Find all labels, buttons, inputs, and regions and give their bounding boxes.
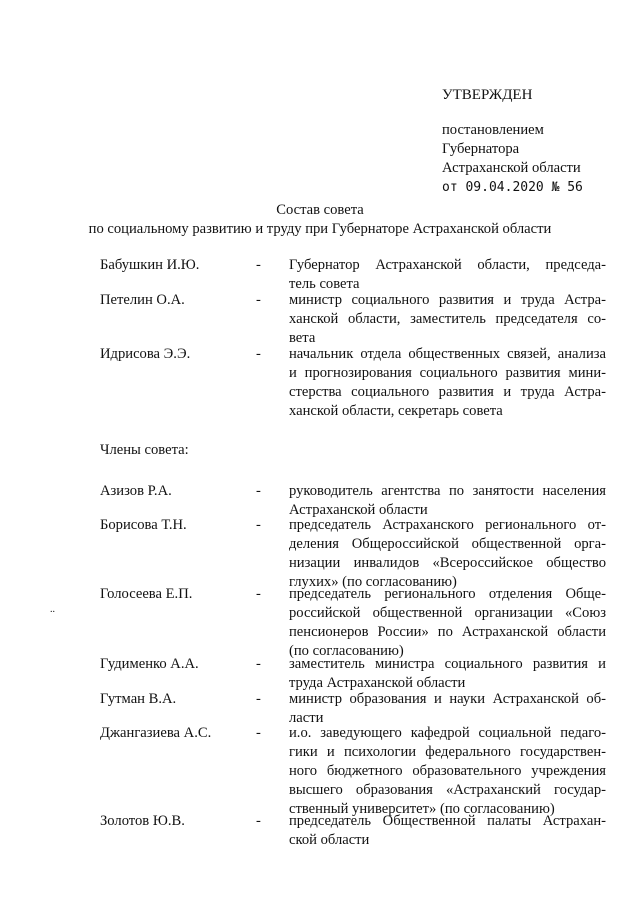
- role-line: и прогнозирования социального развития мини-: [289, 365, 606, 381]
- role-line: глухих» (по согласованию): [289, 574, 457, 590]
- dash-separator: -: [256, 725, 261, 741]
- role-line: труда Астраханской области: [289, 675, 466, 691]
- role-line: ного бюджетного образовательного учреждения: [289, 763, 606, 779]
- role-line: ханской области, заместитель председателя со-: [289, 311, 606, 327]
- role-line: стерства социального развития и труда Астра-: [289, 384, 606, 400]
- role-line: заместитель министра социального развития и: [289, 656, 606, 672]
- person-role: [289, 690, 606, 728]
- approval-block: [442, 86, 632, 197]
- person-entry: [100, 345, 606, 421]
- role-line: (по согласованию): [289, 643, 404, 659]
- role-line: ской области: [289, 832, 370, 848]
- members-label: Члены совета:: [100, 442, 189, 458]
- role-line: и.о. заведующего кафедрой социальной педаго-: [289, 725, 606, 741]
- person-name: Идрисова Э.Э.: [100, 346, 191, 362]
- document-title: [0, 201, 640, 239]
- role-line: деления Общероссийской общественной орга-: [289, 536, 606, 552]
- dash-separator: -: [256, 656, 261, 672]
- margin-mark: ..: [50, 604, 55, 615]
- person-name: Борисова Т.Н.: [100, 517, 187, 533]
- person-role: [289, 345, 606, 421]
- person-entry: [100, 655, 606, 693]
- person-name: Джангазиева А.С.: [100, 725, 212, 741]
- person-role: [289, 585, 606, 661]
- person-name: Бабушкин И.Ю.: [100, 257, 200, 273]
- approval-line-2: Губернатора: [442, 141, 520, 157]
- dash-separator: -: [256, 691, 261, 707]
- person-entry: [100, 516, 606, 592]
- document-title-line-2: по социальному развитию и труду при Губернаторе Астраханской области: [88, 221, 552, 237]
- person-role: [289, 256, 606, 294]
- role-line: Губернатор Астраханской области, председа-: [289, 257, 606, 273]
- role-line: высшего образования «Астраханский государ-: [289, 782, 606, 798]
- person-entry: [100, 690, 606, 728]
- role-line: пенсионеров России» по Астраханской области: [289, 624, 606, 640]
- role-line: тель совета: [289, 276, 360, 292]
- approval-title: УТВЕРЖДЕН: [442, 87, 533, 103]
- role-line: Астраханской области: [289, 502, 428, 518]
- role-line: ласти: [289, 710, 324, 726]
- person-entry: [100, 812, 606, 850]
- role-line: низации инвалидов «Всероссийское общество: [289, 555, 606, 571]
- role-line: российской общественной организации «Союз: [289, 605, 606, 621]
- document-title-line-1: Состав совета: [276, 202, 364, 218]
- approval-line-1: постановлением: [442, 122, 544, 138]
- dash-separator: -: [256, 257, 261, 273]
- person-name: Золотов Ю.В.: [100, 813, 185, 829]
- role-line: вета: [289, 330, 316, 346]
- person-role: [289, 516, 606, 592]
- dash-separator: -: [256, 346, 261, 362]
- role-line: председатель Астраханского регионального от-: [289, 517, 606, 533]
- role-line: гики и психологии федерального государствен-: [289, 744, 606, 760]
- person-entry: [100, 482, 606, 520]
- person-entry: [100, 291, 606, 348]
- person-role: [289, 655, 606, 693]
- role-line: начальник отдела общественных связей, анализа: [289, 346, 606, 362]
- person-entry: [100, 256, 606, 294]
- person-name: Азизов Р.А.: [100, 483, 172, 499]
- approval-line-3: Астраханской области: [442, 160, 581, 176]
- role-line: министр образования и науки Астраханской об-: [289, 691, 606, 707]
- dash-separator: -: [256, 517, 261, 533]
- person-name: Гутман В.А.: [100, 691, 177, 707]
- person-role: [289, 724, 606, 819]
- person-name: Петелин О.А.: [100, 292, 185, 308]
- person-entry: [100, 724, 606, 819]
- dash-separator: -: [256, 292, 261, 308]
- role-line: министр социального развития и труда Астра-: [289, 292, 606, 308]
- dash-separator: -: [256, 483, 261, 499]
- person-entry: [100, 585, 606, 661]
- role-line: председатель Общественной палаты Астрахан-: [289, 813, 606, 829]
- dash-separator: -: [256, 813, 261, 829]
- dash-separator: -: [256, 586, 261, 602]
- person-name: Гудименко А.А.: [100, 656, 199, 672]
- person-role: [289, 812, 606, 850]
- role-line: ственный университет» (по согласованию): [289, 801, 555, 817]
- approval-date: от 09.04.2020 № 56: [442, 180, 583, 195]
- role-line: председатель регионального отделения Обще-: [289, 586, 606, 602]
- role-line: руководитель агентства по занятости населения: [289, 483, 606, 499]
- role-line: ханской области, секретарь совета: [289, 403, 503, 419]
- person-name: Голосеева Е.П.: [100, 586, 193, 602]
- person-role: [289, 291, 606, 348]
- person-role: [289, 482, 606, 520]
